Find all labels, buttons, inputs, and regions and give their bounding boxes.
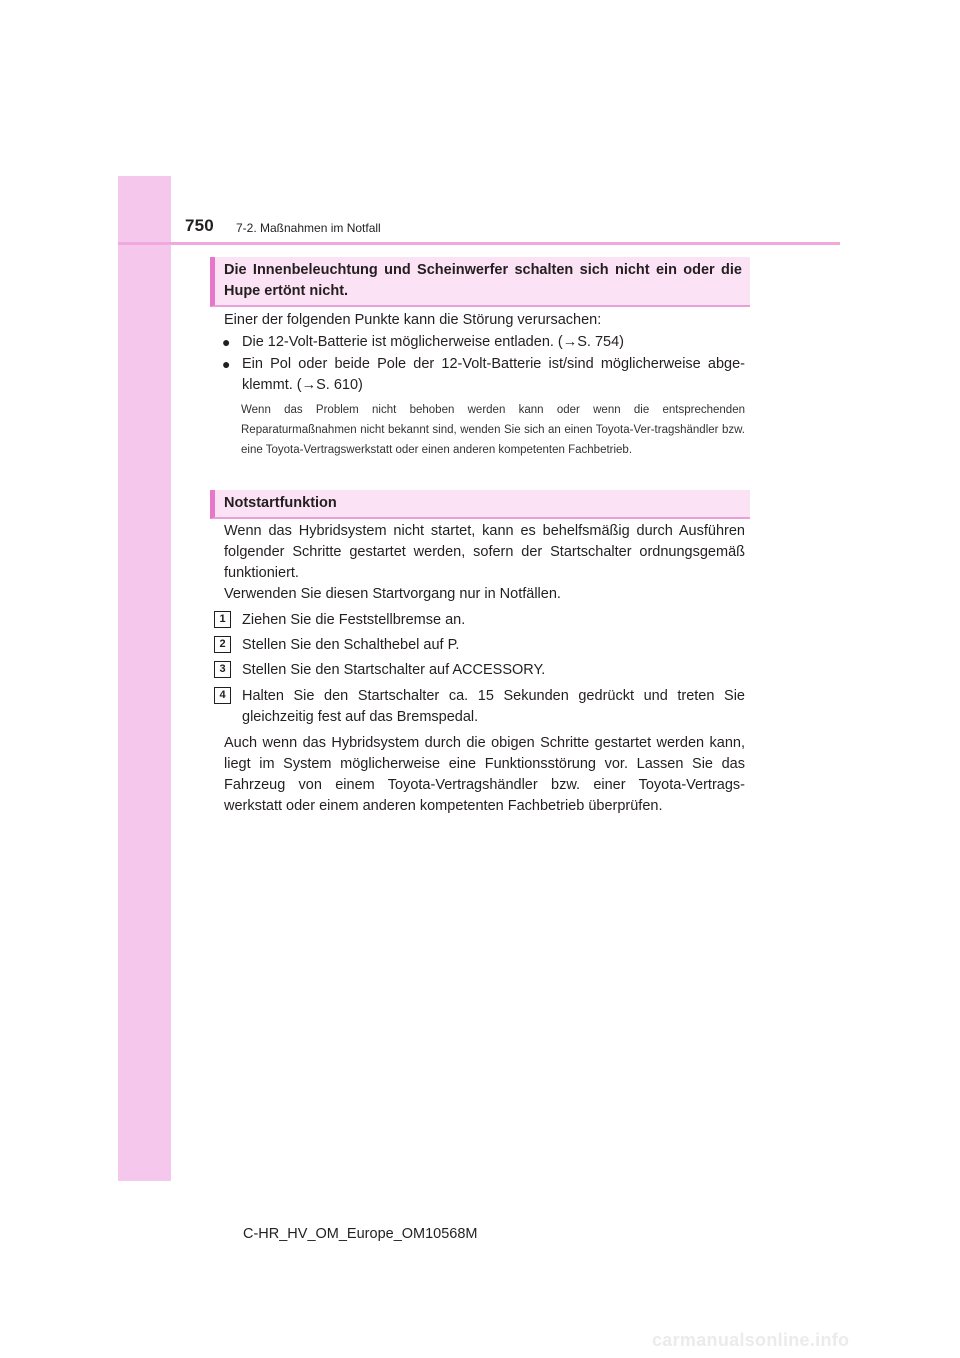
watermark: carmanualsonline.info	[652, 1330, 850, 1350]
side-color-strip	[118, 176, 171, 1181]
step-text: Ziehen Sie die Feststellbremse an.	[242, 612, 466, 628]
step-number-badge: 2	[214, 636, 231, 653]
step-number-badge: 3	[214, 661, 231, 678]
step-text: Stellen Sie den Schalthebel auf P.	[242, 637, 460, 653]
bullet-icon: ●	[222, 356, 231, 372]
step-item	[214, 635, 745, 656]
step-text: Halten Sie den Startschalter ca. 15 Sekunden gedrückt und treten Sie gleichzeitig fest auf das Bremspedal.	[242, 688, 745, 725]
step-item	[214, 610, 745, 631]
section1-intro: Einer der folgenden Punkte kann die Störung verursachen:	[224, 312, 602, 328]
step-number-badge: 4	[214, 687, 231, 704]
step-number-badge: 1	[214, 611, 231, 628]
bullet-text: Ein Pol oder beide Pole der 12-Volt-Batterie ist/sind möglicherweise abge-klemmt. (→S. 610)	[242, 356, 745, 393]
section-heading-lighting-horn: Die Innenbeleuchtung und Scheinwerfer schalten sich nicht ein oder die Hupe ertönt nicht.	[210, 257, 750, 307]
chapter-title: 7-2. Maßnahmen im Notfall	[236, 221, 381, 235]
bullet-text: Die 12-Volt-Batterie ist möglicherweise entladen. (→S. 754)	[242, 334, 625, 350]
section2-closing: Auch wenn das Hybridsystem durch die obigen Schritte gestartet werden kann, liegt im System möglicherweise eine Funktionsstörung vor. Lassen Sie das Fahrzeug von einem Toyota-Vertragshändler bzw. einer Toyota-Vertrags-werkstatt oder einem anderen kompetenten Fachbetrieb überprüfen.	[224, 735, 745, 814]
section1-note: Wenn das Problem nicht behoben werden kann oder wenn die entsprechenden Reparaturmaßnahmen nicht bekannt sind, wenden Sie sich an einen Toyota-Ver-tragshändler bzw. eine Toyota-Vertragswerkstatt oder einen anderen kompetenten Fachbetrieb.	[241, 404, 745, 456]
document-code: C-HR_HV_OM_Europe_OM10568M	[243, 1226, 478, 1242]
step-text: Stellen Sie den Startschalter auf ACCESSORY.	[242, 662, 546, 678]
list-item	[222, 332, 745, 353]
section2-intro-note: Verwenden Sie diesen Startvorgang nur in Notfällen.	[224, 586, 561, 602]
bullet-icon: ●	[222, 334, 231, 350]
list-item	[222, 354, 745, 396]
header-rule	[118, 242, 840, 245]
section-heading-emergency-start: Notstartfunktion	[210, 490, 750, 519]
step-item	[214, 686, 745, 728]
step-item	[214, 660, 745, 681]
page-number: 750	[185, 216, 214, 235]
section2-intro: Wenn das Hybridsystem nicht startet, kann es behelfsmäßig durch Ausführen folgender Schritte gestartet werden, sofern der Startschalter ordnungsgemäß funktioniert.	[224, 523, 745, 581]
